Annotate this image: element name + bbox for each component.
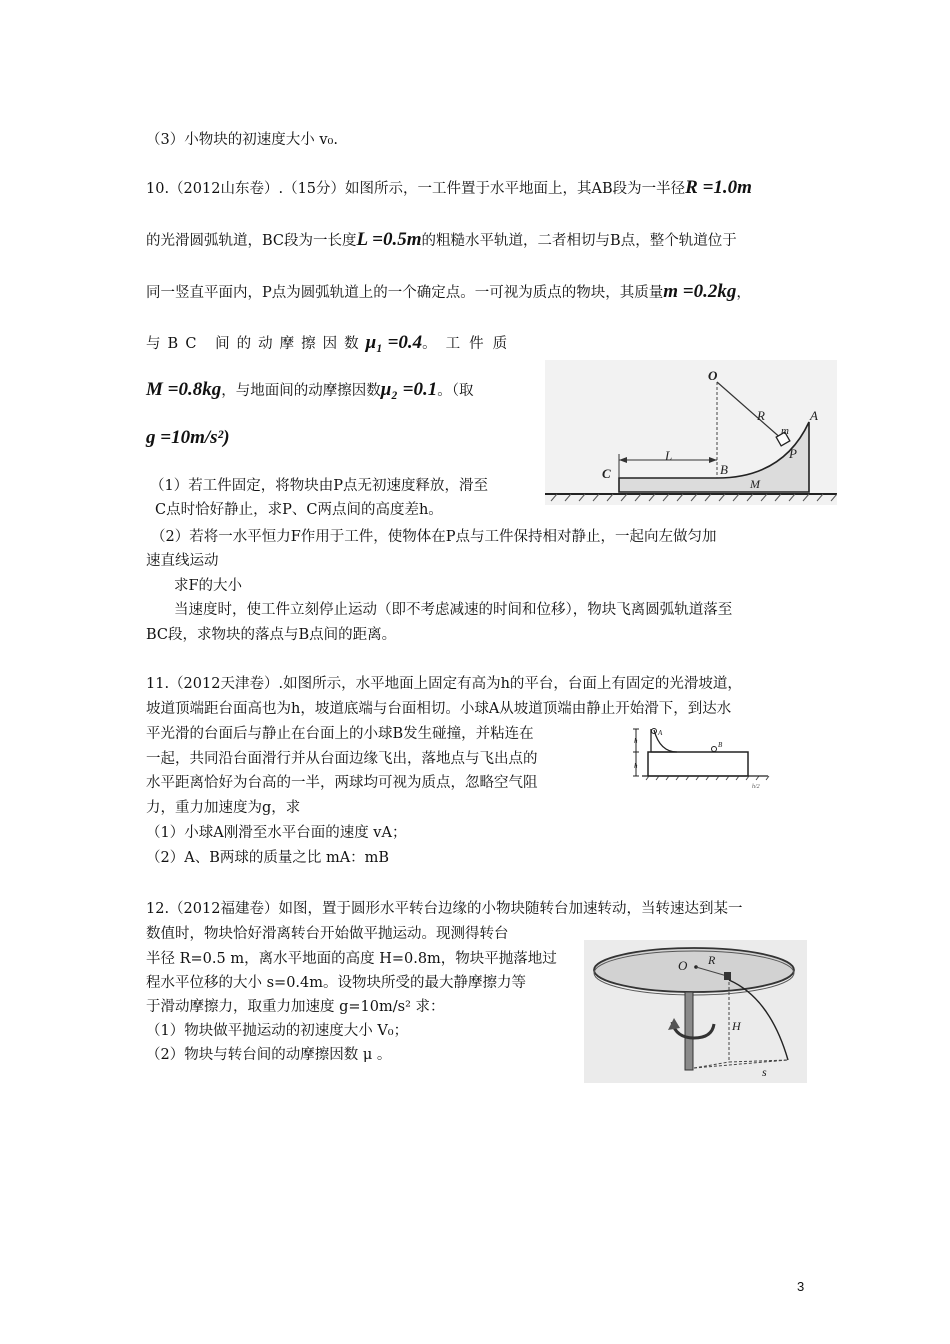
q11-fig-label-d: h/2: [752, 784, 760, 790]
q10-fig-label-B: B: [720, 462, 728, 477]
q11-figure: [632, 726, 770, 792]
page-number: 3: [797, 1279, 805, 1294]
q10-R-expr: R =1.0m: [685, 177, 752, 198]
q10-part1-b: C点时恰好静止，求P、C两点间的高度差h。: [155, 502, 443, 518]
q10-g-expr: g =10m/s²): [146, 427, 230, 448]
q10-part2-c: 求F的大小: [174, 578, 243, 594]
q10-line1: [146, 178, 752, 199]
q10-fig-label-M: M: [750, 477, 760, 491]
q12-fig-label-s: s: [762, 1065, 767, 1079]
q9-part3: （3）小物块的初速度大小 v₀.: [146, 132, 338, 148]
q10-line3: 同一竖直平面内，P点为圆弧轨道上的一个确定点。一可视为质点的物块，其质量m =0.2kg，: [146, 281, 751, 302]
q10-figure: [545, 360, 837, 505]
q12-fig-label-H: H: [732, 1019, 741, 1033]
q11-part2: （2）A、B两球的质量之比 mA：mB: [146, 850, 390, 866]
q11-fig-label-A: A: [658, 729, 663, 737]
q11-line1: 11.（2012天津卷）.如图所示，水平地面上固定有高为h的平台，台面上有固定的光滑坡道，: [146, 676, 742, 692]
q10-fig-label-m: m: [781, 425, 789, 437]
q10-part2-a: （2）若将一水平恒力F作用于工件，使物体在P点与工件保持相对静止，一起向左做匀加: [151, 529, 717, 545]
q10-line4: 与BC 间的动摩擦因数μ₁ =0.4。工件质: [146, 332, 517, 353]
q10-fig-label-P: P: [789, 446, 797, 461]
q12-line3: 半径 R=0.5 m，离水平地面的高度 H=0.8m，物块平抛落地过: [146, 951, 557, 967]
q10-part2-d: 当速度时，使工件立刻停止运动（即不考虑减速的时间和位移），物块飞离圆弧轨道落至: [174, 602, 733, 618]
q11-line5: 水平距离恰好为台高的一半，两球均可视为质点，忽略空气阻: [146, 775, 538, 791]
q12-part1: （1）物块做平抛运动的初速度大小 V₀；: [146, 1023, 409, 1039]
q10-mu1-expr: μ₁ =0.4: [365, 332, 423, 353]
q12-line1: 12.（2012福建卷）如图，置于圆形水平转台边缘的小物块随转台加速转动，当转速达到某一: [146, 901, 743, 917]
q12-fig-label-R: R: [708, 953, 716, 967]
q10-line2: 的光滑圆弧轨道，BC段为一长度L =0.5m的粗糙水平轨道，二者相切与B点，整个轨道位于: [146, 229, 737, 250]
q10-part2-e: BC段，求物块的落点与B点间的距离。: [146, 627, 397, 643]
q11-fig-label-h1: h: [634, 737, 638, 745]
q10-part1-a: （1）若工件固定，将物块由P点无初速度释放，滑至: [150, 478, 488, 494]
q11-fig-label-h2: h: [634, 762, 638, 770]
q12-line5: 于滑动摩擦力，取重力加速度 g=10m/s² 求：: [146, 999, 445, 1015]
q10-fig-label-R: R: [757, 408, 765, 423]
q11-line6: 力，重力加速度为g，求: [146, 800, 301, 816]
q12-line4: 程水平位移的大小 s=0.4m。设物块所受的最大静摩擦力等: [146, 975, 527, 991]
q10-fig-label-L: L: [665, 448, 673, 463]
q12-fig-label-O: O: [678, 958, 688, 973]
q10-L-expr: L =0.5m: [356, 229, 422, 250]
q11-part1: （1）小球A刚滑至水平台面的速度 vA；: [146, 825, 407, 841]
q10-fig-label-A: A: [810, 408, 818, 423]
q10-m-expr: m =0.2kg: [663, 281, 737, 302]
q10-fig-label-O: O: [708, 368, 718, 383]
q10-header: 10.（2012山东卷）.（15分）如图所示，一工件置于水平地面上，其AB段为一半径: [146, 181, 686, 197]
q10-line5: M =0.8kg，与地面间的动摩擦因数μ₂ =0.1。（取: [146, 379, 474, 400]
q12-line2: 数值时，物块恰好滑离转台开始做平抛运动。现测得转台: [146, 926, 509, 942]
q12-part2: （2）物块与转台间的动摩擦因数 μ 。: [146, 1047, 392, 1063]
q10-mu2-expr: μ₂ =0.1: [380, 379, 438, 400]
q11-line4: 一起，共同沿台面滑行并从台面边缘飞出，落地点与飞出点的: [146, 751, 538, 767]
q10-M-expr: M =0.8kg: [146, 379, 222, 400]
q11-line3: 平光滑的台面后与静止在台面上的小球B发生碰撞，并粘连在: [146, 726, 534, 742]
q10-part2-b: 速直线运动: [146, 553, 219, 569]
q11-line2: 坡道顶端距台面高也为h，坡道底端与台面相切。小球A从坡道顶端由静止开始滑下，到达水: [146, 701, 732, 717]
q10-line6: [146, 428, 230, 449]
q11-fig-label-B: B: [718, 741, 723, 749]
q12-figure: [584, 940, 807, 1083]
q10-fig-label-C: C: [602, 466, 611, 481]
